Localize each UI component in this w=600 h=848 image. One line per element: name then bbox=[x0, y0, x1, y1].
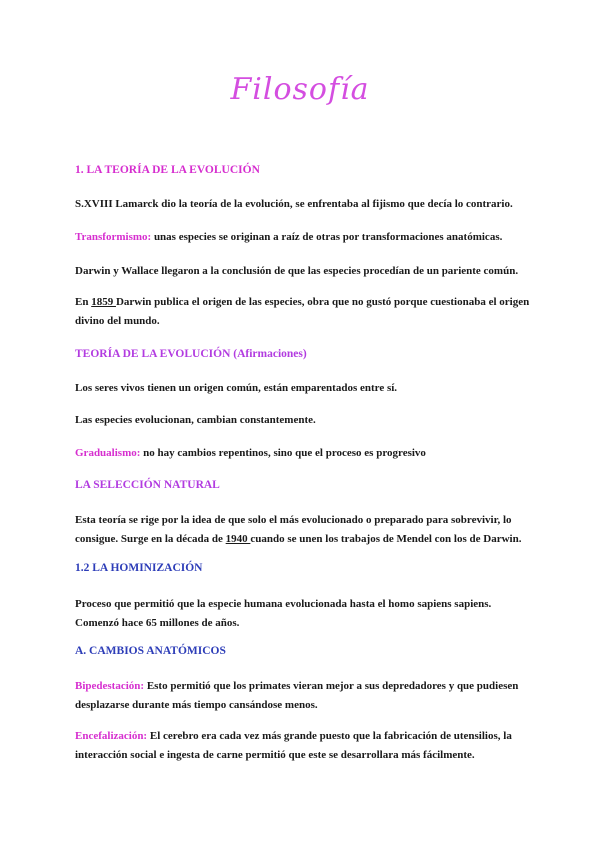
year-1940: 1940 bbox=[225, 533, 251, 545]
section-heading-cambios: A. CAMBIOS ANATÓMICOS bbox=[75, 645, 226, 657]
paragraph-lamarck: S.XVIII Lamarck dio la teoría de la evolución, se enfrentaba al fijismo que decía lo contrario. bbox=[75, 198, 513, 210]
section-heading-afirmaciones: TEORÍA DE LA EVOLUCIÓN (Afirmaciones) bbox=[75, 348, 307, 360]
transformismo-text: unas especies se originan a raíz de otras por transformaciones anatómicas. bbox=[151, 231, 503, 243]
term-transformismo: Transformismo: bbox=[75, 231, 152, 243]
section-heading-hominizacion: 1.2 LA HOMINIZACIÓN bbox=[75, 562, 203, 574]
page-title: Filosofía bbox=[230, 72, 370, 107]
seleccion-pre: Esta teoría se rige por la idea de que solo el más evolucionado o preparado para sobrevivir, lo consigue. Surge en la década de bbox=[75, 514, 512, 545]
affirmation-evolucionan: Las especies evolucionan, cambian constantemente. bbox=[75, 414, 316, 426]
paragraph-gradualismo bbox=[75, 444, 535, 463]
affirmation-origen-comun: Los seres vivos tienen un origen común, están emparentados entre sí. bbox=[75, 382, 398, 394]
term-gradualismo: Gradualismo: bbox=[75, 447, 141, 459]
seleccion-post: cuando se unen los trabajos de Mendel con los de Darwin. bbox=[250, 533, 522, 545]
paragraph-seleccion bbox=[75, 511, 535, 549]
term-bipedestacion: Bipedestación: bbox=[75, 680, 145, 692]
paragraph-darwin-wallace: Darwin y Wallace llegaron a la conclusión de que las especies procedían de un pariente común. bbox=[75, 265, 519, 277]
p4-pre: En bbox=[75, 296, 92, 308]
paragraph-1859 bbox=[75, 293, 535, 331]
encefalizacion-text: El cerebro era cada vez más grande puesto que la fabricación de utensilios, la interacción social e ingesta de carne permitió que este se desarrollara más fácilmente. bbox=[75, 730, 512, 761]
bipedestacion-text: Esto permitió que los primates vieran mejor a sus depredadores y que pudiesen desplazarse durante más tiempo cansándose menos. bbox=[75, 680, 519, 711]
paragraph-bipedestacion bbox=[75, 677, 535, 715]
p4-post: Darwin publica el origen de las especies, obra que no gustó porque cuestionaba el origen divino del mundo. bbox=[75, 296, 530, 327]
year-1859: 1859 bbox=[91, 296, 116, 308]
term-encefalizacion: Encefalización: bbox=[75, 730, 148, 742]
paragraph-encefalizacion bbox=[75, 727, 535, 765]
paragraph-hominizacion: Proceso que permitió que la especie humana evolucionada hasta el homo sapiens sapiens. Comenzó hace 65 millones de años. bbox=[75, 598, 492, 629]
gradualismo-text: no hay cambios repentinos, sino que el proceso es progresivo bbox=[140, 447, 426, 459]
section-heading-seleccion: LA SELECCIÓN NATURAL bbox=[75, 479, 220, 491]
section-heading-evolucion: 1. LA TEORÍA DE LA EVOLUCIÓN bbox=[75, 164, 260, 176]
paragraph-transformismo bbox=[75, 228, 535, 247]
